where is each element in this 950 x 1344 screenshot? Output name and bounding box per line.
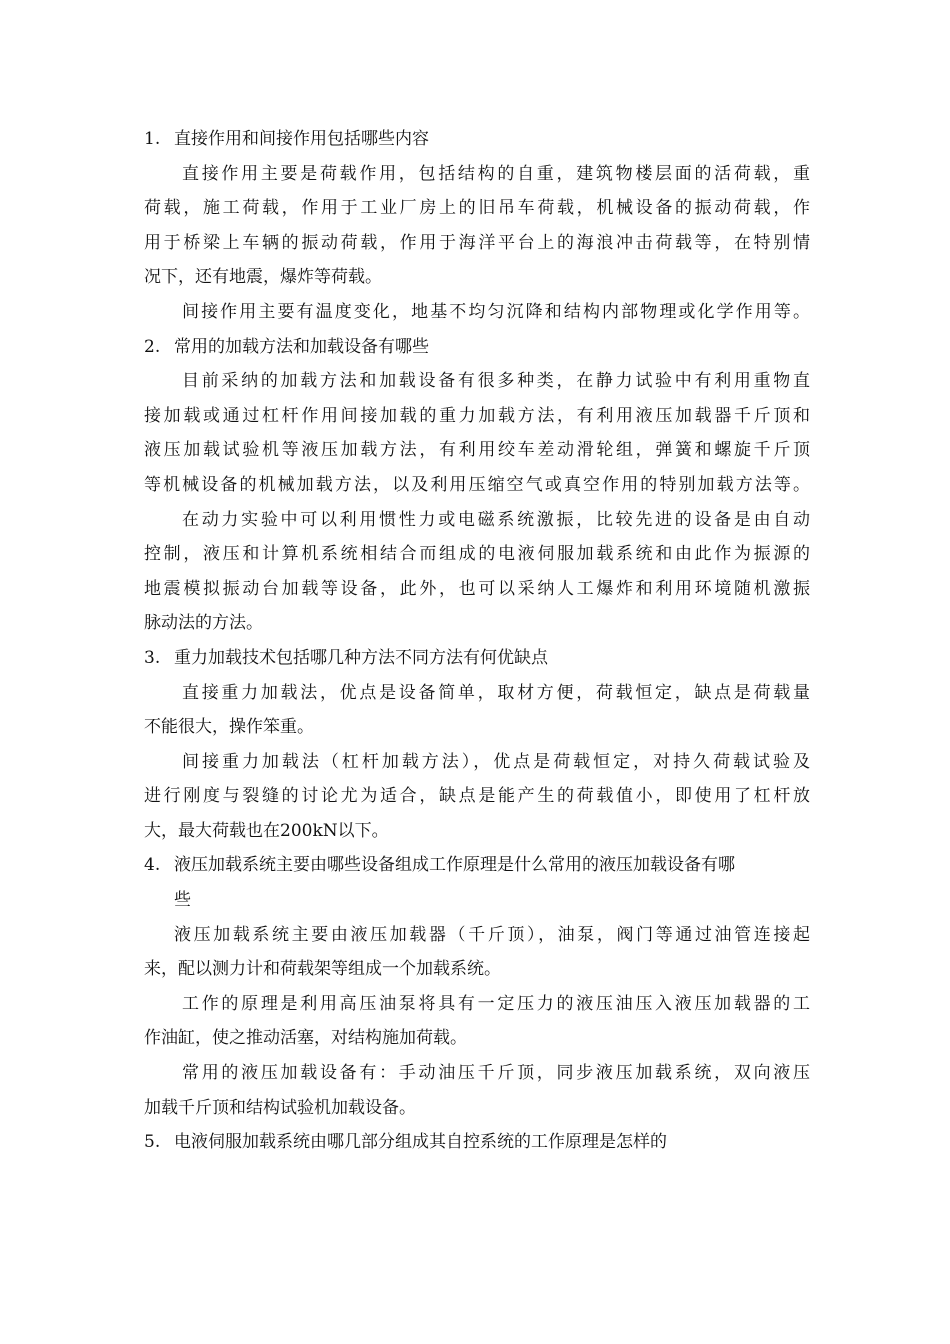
question-text: 重力加载技术包括哪几种方法不同方法有何优缺点	[174, 647, 548, 668]
question-heading	[144, 848, 810, 883]
question-heading	[144, 641, 810, 676]
paragraph-line: 目前采纳的加载方法和加载设备有很多种类，在静力试验中有利用重物直	[182, 371, 810, 392]
paragraph-line: 间接作用主要有温度变化，地基不均匀沉降和结构内部物理或化学作用等。	[182, 301, 810, 322]
paragraph-line: 接加载或通过杠杆作用间接加载的重力加载方法，有利用液压加载器千斤顶和	[144, 405, 810, 426]
paragraph-line: 直接作用主要是荷载作用，包括结构的自重，建筑物楼层面的活荷载，重	[182, 163, 810, 184]
paragraph-line: 用于桥梁上车辆的振动荷载，作用于海洋平台上的海浪冲击荷载等，在特别情	[144, 232, 810, 253]
paragraph-line: 直接重力加载法，优点是设备简单，取材方便，荷载恒定，缺点是荷载量	[182, 682, 810, 703]
paragraph-line: 液压加载试验机等液压加载方法，有利用绞车差动滑轮组，弹簧和螺旋千斤顶	[144, 440, 810, 461]
paragraph-line: 作油缸，使之推动活塞，对结构施加荷载。	[144, 1028, 467, 1049]
paragraph-line: 况下，还有地震，爆炸等荷载。	[144, 267, 382, 288]
paragraph-line: 些	[174, 890, 191, 911]
question-heading	[144, 330, 810, 365]
question-text: 直接作用和间接作用包括哪些内容	[174, 129, 429, 149]
question-number: 2.	[144, 336, 161, 357]
question-text: 电液伺服加载系统由哪几部分组成其自控系统的工作原理是怎样的	[174, 1132, 667, 1153]
question-heading	[144, 1125, 810, 1160]
question-number: 3.	[144, 647, 161, 668]
paragraph-line: 进行刚度与裂缝的讨论尤为适合，缺点是能产生的荷载值小，即使用了杠杆放	[144, 786, 810, 807]
paragraph-line: 来，配以测力计和荷载架等组成一个加载系统。	[144, 959, 501, 980]
paragraph-line: 加载千斤顶和结构试验机加载设备。	[144, 1097, 416, 1118]
question-text: 液压加载系统主要由哪些设备组成工作原理是什么常用的液压加载设备有哪	[174, 855, 735, 876]
paragraph-line: 脉动法的方法。	[144, 613, 263, 634]
paragraph-line: 液压加载系统主要由液压加载器（千斤顶），油泵，阀门等通过油管连接起	[174, 924, 810, 945]
paragraph-line: 间接重力加载法（杠杆加载方法），优点是荷载恒定，对持久荷载试验及	[182, 751, 810, 772]
paragraph-line: 等机械设备的机械加载方法，以及利用压缩空气或真空作用的特别加载方法等。	[144, 474, 810, 495]
paragraph-line: 不能很大，操作笨重。	[144, 717, 314, 738]
document-body	[144, 122, 810, 1160]
paragraph-line: 大，最大荷载也在200kN以下。	[144, 820, 389, 841]
paragraph-line: 控制，液压和计算机系统相结合而组成的电液伺服加载系统和由此作为振源的	[144, 544, 810, 565]
paragraph-line: 荷载，施工荷载，作用于工业厂房上的旧吊车荷载，机械设备的振动荷载，作	[144, 198, 810, 219]
question-heading	[144, 122, 810, 157]
question-number: 5.	[144, 1132, 161, 1153]
paragraph-line: 常用的液压加载设备有：手动油压千斤顶，同步液压加载系统，双向液压	[182, 1063, 810, 1084]
paragraph-line: 地震模拟振动台加载等设备，此外，也可以采纳人工爆炸和利用环境随机激振	[144, 578, 810, 599]
question-text: 常用的加载方法和加载设备有哪些	[174, 336, 429, 357]
paragraph-line: 工作的原理是利用高压油泵将具有一定压力的液压油压入液压加载器的工	[182, 993, 810, 1014]
question-number: 4.	[144, 855, 161, 876]
question-number: 1.	[144, 129, 161, 149]
paragraph-line: 在动力实验中可以利用惯性力或电磁系统激振，比较先进的设备是由自动	[182, 509, 810, 530]
